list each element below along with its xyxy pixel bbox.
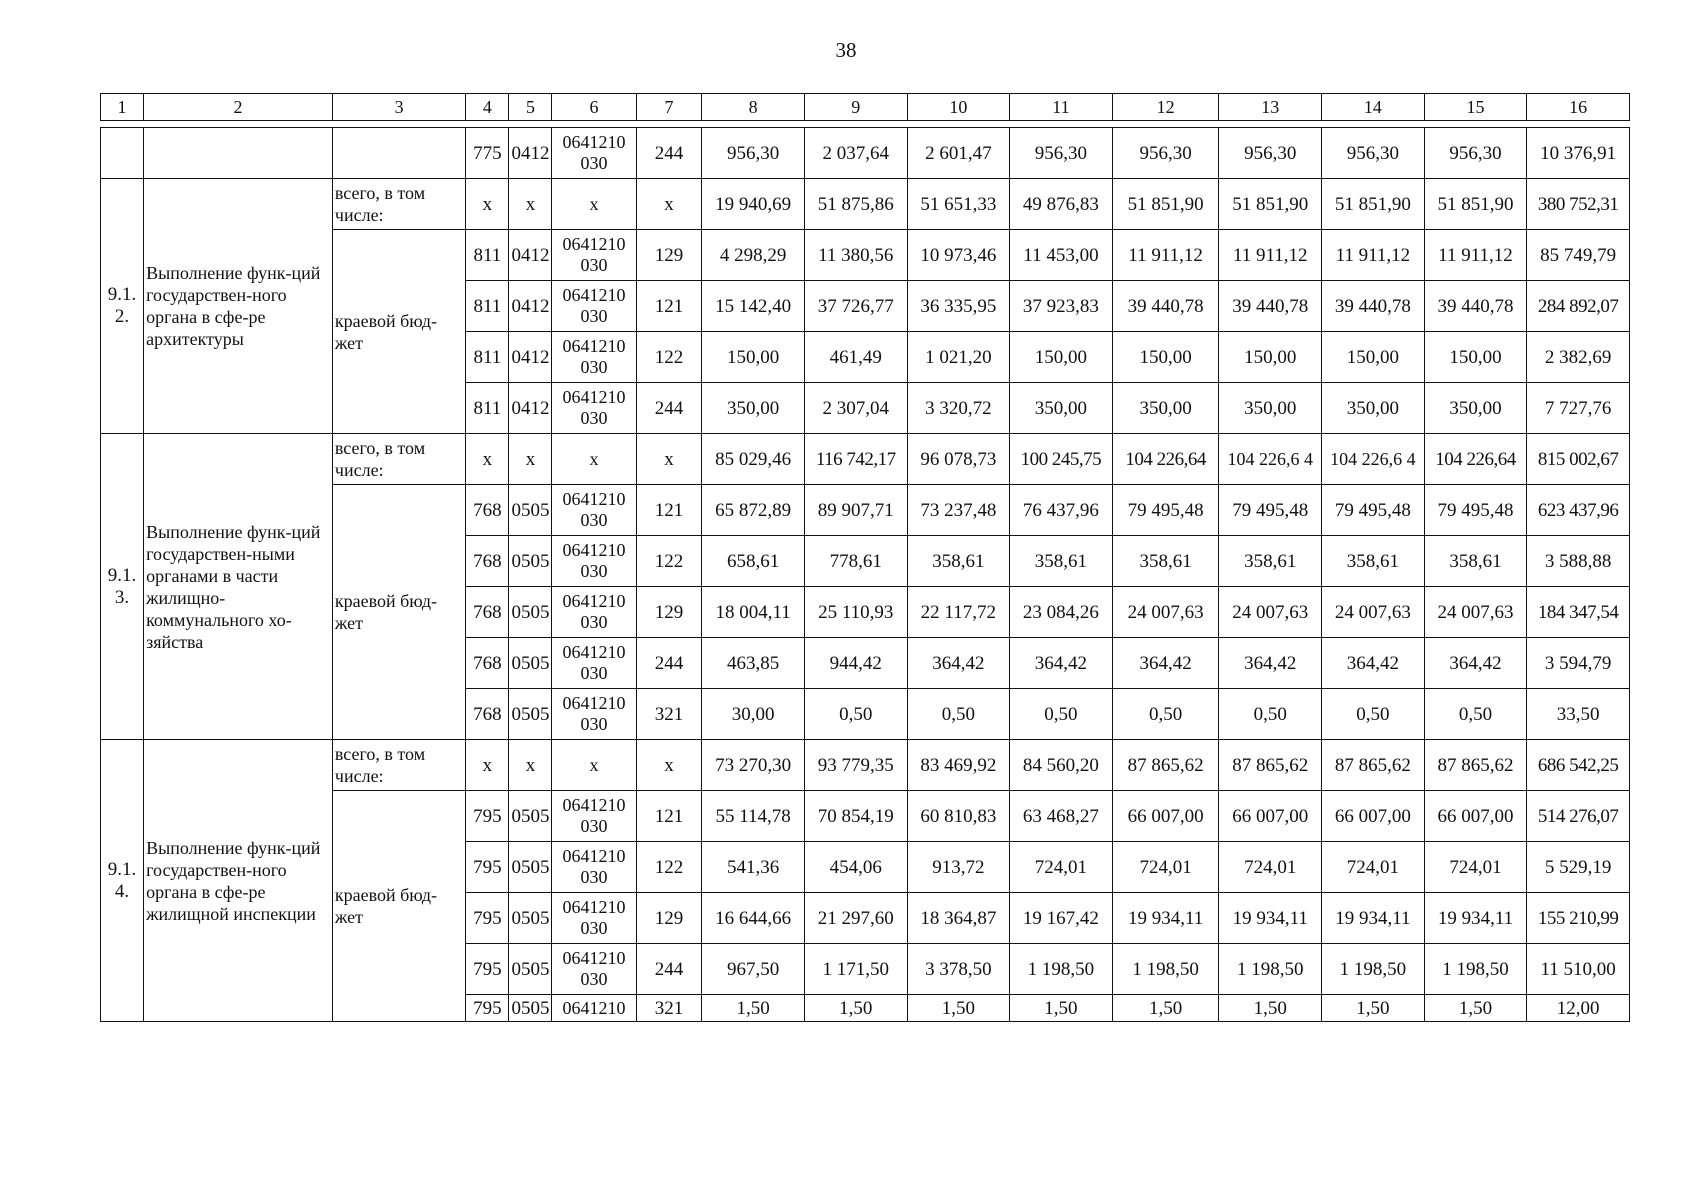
total-label: всего, в том числе:: [332, 434, 465, 485]
cell-col-11: 0,50: [1010, 689, 1113, 740]
cell-col-7: 121: [636, 281, 702, 332]
cell-col-4: x: [466, 434, 509, 485]
cell-col-10: 36 335,95: [907, 281, 1010, 332]
cell-col-15: 1,50: [1424, 995, 1527, 1022]
cell-col-4: 775: [466, 128, 509, 179]
cell-col-8: 350,00: [702, 383, 805, 434]
cell-col-7: 129: [636, 587, 702, 638]
cell-col-15: 24 007,63: [1424, 587, 1527, 638]
cell-col-9: 944,42: [804, 638, 907, 689]
cell-col-10: 0,50: [907, 689, 1010, 740]
cell-col-9: 2 037,64: [804, 128, 907, 179]
cell-col-7: x: [636, 179, 702, 230]
cell-col-6: x: [552, 740, 636, 791]
cell-col-6: 0641210 030: [552, 689, 636, 740]
cell-col-15: 0,50: [1424, 689, 1527, 740]
cell-col-14: 11 911,12: [1322, 230, 1425, 281]
cell-col-16: 284 892,07: [1527, 281, 1630, 332]
cell-col-5: x: [509, 434, 552, 485]
cell-col-15: 358,61: [1424, 536, 1527, 587]
separator-cell: [101, 121, 1630, 128]
cell-col-6: 0641210 030: [552, 485, 636, 536]
cell-col-12: 150,00: [1112, 332, 1219, 383]
cell-col-14: 19 934,11: [1322, 893, 1425, 944]
cell-col-13: 956,30: [1219, 128, 1322, 179]
cell-col-8: 18 004,11: [702, 587, 805, 638]
cell-col-16: 380 752,31: [1527, 179, 1630, 230]
header-cell-5: 5: [509, 94, 552, 121]
cell-col-6: 0641210 030: [552, 332, 636, 383]
header-cell-12: 12: [1112, 94, 1219, 121]
budget-label: краевой бюд-жет: [332, 791, 465, 1022]
cell-col-4: 811: [466, 383, 509, 434]
cell-col-6: 0641210 030: [552, 638, 636, 689]
cell-col-16: 33,50: [1527, 689, 1630, 740]
cell-col-8: 956,30: [702, 128, 805, 179]
cell-col-7: 129: [636, 230, 702, 281]
cell-col-12: 350,00: [1112, 383, 1219, 434]
cell-col-10: 51 651,33: [907, 179, 1010, 230]
cell-col-13: 51 851,90: [1219, 179, 1322, 230]
cell-col-12: 1,50: [1112, 995, 1219, 1022]
cell-col-9: 70 854,19: [804, 791, 907, 842]
cell-col-16: 7 727,76: [1527, 383, 1630, 434]
cell-col-15: 66 007,00: [1424, 791, 1527, 842]
cell-col-7: 122: [636, 842, 702, 893]
cell-col-7: 121: [636, 485, 702, 536]
cell-col-14: 87 865,62: [1322, 740, 1425, 791]
cell-col-4: 795: [466, 893, 509, 944]
cell-col-6: 0641210: [552, 995, 636, 1022]
cell-col-8: 73 270,30: [702, 740, 805, 791]
cell-col-16: 3 594,79: [1527, 638, 1630, 689]
cell-col-14: 66 007,00: [1322, 791, 1425, 842]
cell-col-5: 0505: [509, 536, 552, 587]
cell-col-15: 87 865,62: [1424, 740, 1527, 791]
cell-col-14: 51 851,90: [1322, 179, 1425, 230]
cell-col-11: 11 453,00: [1010, 230, 1113, 281]
row-number: 9.1. 3.: [101, 434, 144, 740]
header-cell-13: 13: [1219, 94, 1322, 121]
cell-col-16: 514 276,07: [1527, 791, 1630, 842]
cell-col-10: 83 469,92: [907, 740, 1010, 791]
cell-col-9: 461,49: [804, 332, 907, 383]
cell-col-4: 795: [466, 791, 509, 842]
cell-col-12: 51 851,90: [1112, 179, 1219, 230]
cell-col-8: 30,00: [702, 689, 805, 740]
cell-col-10: 18 364,87: [907, 893, 1010, 944]
cell-col-15: 1 198,50: [1424, 944, 1527, 995]
cell-col-13: 24 007,63: [1219, 587, 1322, 638]
cell-col-11: 150,00: [1010, 332, 1113, 383]
cell-col-14: 79 495,48: [1322, 485, 1425, 536]
cell-col-16: 10 376,91: [1527, 128, 1630, 179]
cell-col-5: 0505: [509, 791, 552, 842]
cell-col-9: 454,06: [804, 842, 907, 893]
cell-col-5: 0412: [509, 230, 552, 281]
cell-col-15: 19 934,11: [1424, 893, 1527, 944]
cell-col-10: 364,42: [907, 638, 1010, 689]
cell-col-12: 1 198,50: [1112, 944, 1219, 995]
cell-col-11: 84 560,20: [1010, 740, 1113, 791]
cell-col-9: 51 875,86: [804, 179, 907, 230]
cell-col-11: 364,42: [1010, 638, 1113, 689]
header-cell-2: 2: [144, 94, 333, 121]
cell-col-16: 623 437,96: [1527, 485, 1630, 536]
cell-col-13: 1,50: [1219, 995, 1322, 1022]
cell-col-12: 39 440,78: [1112, 281, 1219, 332]
cell-col-6: 0641210 030: [552, 842, 636, 893]
header-cell-15: 15: [1424, 94, 1527, 121]
cell-col-13: 150,00: [1219, 332, 1322, 383]
cell-col-7: 122: [636, 536, 702, 587]
activity-name: Выполнение функ-ций государствен-ного органа в сфе-ре жилищной инспекции: [144, 740, 333, 1022]
cell-col-5: x: [509, 179, 552, 230]
cell-col-16: 184 347,54: [1527, 587, 1630, 638]
cell-col-4: 768: [466, 536, 509, 587]
cell-col-4: 795: [466, 842, 509, 893]
cell-col-11: 350,00: [1010, 383, 1113, 434]
cell-col-11: 37 923,83: [1010, 281, 1113, 332]
cell-col-8: 16 644,66: [702, 893, 805, 944]
activity-name: Выполнение функ-ций государствен-ного органа в сфе-ре архитектуры: [144, 179, 333, 434]
header-cell-10: 10: [907, 94, 1010, 121]
header-cell-4: 4: [466, 94, 509, 121]
cell-col-15: 724,01: [1424, 842, 1527, 893]
cell-col-16: 815 002,67: [1527, 434, 1630, 485]
cell-col-13: 364,42: [1219, 638, 1322, 689]
cell-col-13: 358,61: [1219, 536, 1322, 587]
cell-col-12: 956,30: [1112, 128, 1219, 179]
cell-col-8: 19 940,69: [702, 179, 805, 230]
cell-col-14: 364,42: [1322, 638, 1425, 689]
cell-col-4: 811: [466, 332, 509, 383]
cell-col-9: 1,50: [804, 995, 907, 1022]
cell-col-5: 0505: [509, 944, 552, 995]
cell-col-6: 0641210 030: [552, 944, 636, 995]
cell-col-7: 244: [636, 944, 702, 995]
cell-col-5: 0505: [509, 893, 552, 944]
cell-col-5: 0505: [509, 689, 552, 740]
table-row: [101, 434, 1630, 485]
separator-row: [101, 121, 1630, 128]
cell-col-11: 724,01: [1010, 842, 1113, 893]
cell-col-6: 0641210 030: [552, 383, 636, 434]
cell-col-15: 350,00: [1424, 383, 1527, 434]
table-row: [101, 179, 1630, 230]
cell-col-11: 19 167,42: [1010, 893, 1113, 944]
cell-col-5: x: [509, 740, 552, 791]
cell-col-13: 79 495,48: [1219, 485, 1322, 536]
cell-col-7: 121: [636, 791, 702, 842]
budget-label: краевой бюд-жет: [332, 230, 465, 434]
cell-col-7: 244: [636, 128, 702, 179]
cell-col-10: 358,61: [907, 536, 1010, 587]
cell-col-13: 87 865,62: [1219, 740, 1322, 791]
header-cell-8: 8: [702, 94, 805, 121]
budget-label: краевой бюд-жет: [332, 485, 465, 740]
total-label: всего, в том числе:: [332, 179, 465, 230]
cell-col-5: 0412: [509, 383, 552, 434]
cell-col-11: 76 437,96: [1010, 485, 1113, 536]
cell-col-12: 0,50: [1112, 689, 1219, 740]
cell-col-8: 658,61: [702, 536, 805, 587]
cell-col-4: x: [466, 179, 509, 230]
cell-col-8: 55 114,78: [702, 791, 805, 842]
cell-col-4: 768: [466, 485, 509, 536]
cell-col-13: 724,01: [1219, 842, 1322, 893]
cell-col-5: 0505: [509, 638, 552, 689]
page-number: 38: [835, 38, 857, 62]
cell-col-16: 155 210,99: [1527, 893, 1630, 944]
cell-col-11: 358,61: [1010, 536, 1113, 587]
cell-col-8: 967,50: [702, 944, 805, 995]
cell-col-5: 0505: [509, 485, 552, 536]
cell-col-6: x: [552, 179, 636, 230]
cell-col-15: 104 226,64: [1424, 434, 1527, 485]
cell-col-10: 10 973,46: [907, 230, 1010, 281]
header-cell-1: 1: [101, 94, 144, 121]
cell-col-4: 795: [466, 944, 509, 995]
cell-col-14: 1,50: [1322, 995, 1425, 1022]
cell-col-14: 1 198,50: [1322, 944, 1425, 995]
cell-col-5: 0412: [509, 332, 552, 383]
cell-col-8: 15 142,40: [702, 281, 805, 332]
cell-col-10: 3 320,72: [907, 383, 1010, 434]
cell-col-14: 150,00: [1322, 332, 1425, 383]
cell-col-6: 0641210 030: [552, 281, 636, 332]
cell-col-8: 541,36: [702, 842, 805, 893]
cell-col-8: 85 029,46: [702, 434, 805, 485]
header-cell-6: 6: [552, 94, 636, 121]
cell-col-11: 956,30: [1010, 128, 1113, 179]
cell-col-13: 39 440,78: [1219, 281, 1322, 332]
cell-col-14: 104 226,6 4: [1322, 434, 1425, 485]
cell-col-13: 0,50: [1219, 689, 1322, 740]
cell-col-9: 93 779,35: [804, 740, 907, 791]
header-cell-3: 3: [332, 94, 465, 121]
cell-col-7: 244: [636, 638, 702, 689]
cell-col-8: 4 298,29: [702, 230, 805, 281]
cell-col-4: 811: [466, 281, 509, 332]
cell-col-12: 364,42: [1112, 638, 1219, 689]
table-row: [101, 128, 1630, 179]
cell-col-7: 129: [636, 893, 702, 944]
cell-col-13: 11 911,12: [1219, 230, 1322, 281]
budget-table-container: [100, 93, 1630, 1022]
cell-col-6: 0641210 030: [552, 791, 636, 842]
cell-col-8: 1,50: [702, 995, 805, 1022]
header-cell-14: 14: [1322, 94, 1425, 121]
cell-col-9: 25 110,93: [804, 587, 907, 638]
cell-col-14: 39 440,78: [1322, 281, 1425, 332]
cell-col-10: 60 810,83: [907, 791, 1010, 842]
header-cell-7: 7: [636, 94, 702, 121]
cell-col-6: x: [552, 434, 636, 485]
cell-col-13: 104 226,6 4: [1219, 434, 1322, 485]
cell-col-15: 11 911,12: [1424, 230, 1527, 281]
cell-col-15: 364,42: [1424, 638, 1527, 689]
cell-col-13: 350,00: [1219, 383, 1322, 434]
cell-col-8: 463,85: [702, 638, 805, 689]
cell-col-9: 2 307,04: [804, 383, 907, 434]
cell-col-7: 122: [636, 332, 702, 383]
cell-col-9: 0,50: [804, 689, 907, 740]
cell-col-15: 39 440,78: [1424, 281, 1527, 332]
cell-col-13: 66 007,00: [1219, 791, 1322, 842]
cell-col-14: 0,50: [1322, 689, 1425, 740]
cell-col-12: 19 934,11: [1112, 893, 1219, 944]
cell-col-8: 65 872,89: [702, 485, 805, 536]
cell-col-1: [101, 128, 144, 179]
cell-col-12: 724,01: [1112, 842, 1219, 893]
cell-col-16: 5 529,19: [1527, 842, 1630, 893]
cell-col-9: 116 742,17: [804, 434, 907, 485]
cell-col-12: 11 911,12: [1112, 230, 1219, 281]
header-cell-16: 16: [1527, 94, 1630, 121]
cell-col-10: 96 078,73: [907, 434, 1010, 485]
cell-col-16: 12,00: [1527, 995, 1630, 1022]
cell-col-10: 3 378,50: [907, 944, 1010, 995]
cell-col-15: 956,30: [1424, 128, 1527, 179]
table-row: [101, 740, 1630, 791]
cell-col-6: 0641210 030: [552, 230, 636, 281]
cell-col-7: 321: [636, 689, 702, 740]
cell-col-11: 23 084,26: [1010, 587, 1113, 638]
activity-name: Выполнение функ-ций государствен-ными органами в части жилищно-коммунального хо-зяйства: [144, 434, 333, 740]
cell-col-9: 89 907,71: [804, 485, 907, 536]
cell-col-11: 63 468,27: [1010, 791, 1113, 842]
cell-col-4: 768: [466, 689, 509, 740]
row-number: 9.1. 4.: [101, 740, 144, 1022]
cell-col-2: [144, 128, 333, 179]
cell-col-12: 66 007,00: [1112, 791, 1219, 842]
cell-col-10: 1 021,20: [907, 332, 1010, 383]
cell-col-16: 85 749,79: [1527, 230, 1630, 281]
cell-col-10: 913,72: [907, 842, 1010, 893]
cell-col-14: 358,61: [1322, 536, 1425, 587]
cell-col-15: 51 851,90: [1424, 179, 1527, 230]
cell-col-7: x: [636, 740, 702, 791]
cell-col-10: 73 237,48: [907, 485, 1010, 536]
cell-col-7: 244: [636, 383, 702, 434]
cell-col-12: 79 495,48: [1112, 485, 1219, 536]
cell-col-14: 24 007,63: [1322, 587, 1425, 638]
cell-col-12: 358,61: [1112, 536, 1219, 587]
cell-col-11: 1 198,50: [1010, 944, 1113, 995]
header-row: [101, 94, 1630, 121]
cell-col-5: 0505: [509, 842, 552, 893]
cell-col-15: 150,00: [1424, 332, 1527, 383]
cell-col-11: 100 245,75: [1010, 434, 1113, 485]
cell-col-14: 350,00: [1322, 383, 1425, 434]
cell-col-15: 79 495,48: [1424, 485, 1527, 536]
cell-col-6: 0641210 030: [552, 128, 636, 179]
table-body: [101, 94, 1630, 1022]
cell-col-6: 0641210 030: [552, 587, 636, 638]
cell-col-13: 1 198,50: [1219, 944, 1322, 995]
cell-col-9: 21 297,60: [804, 893, 907, 944]
row-number: 9.1. 2.: [101, 179, 144, 434]
cell-col-11: 49 876,83: [1010, 179, 1113, 230]
cell-col-4: 795: [466, 995, 509, 1022]
cell-col-4: 811: [466, 230, 509, 281]
cell-col-7: x: [636, 434, 702, 485]
cell-col-5: 0412: [509, 281, 552, 332]
cell-col-4: x: [466, 740, 509, 791]
cell-col-12: 87 865,62: [1112, 740, 1219, 791]
cell-col-16: 3 588,88: [1527, 536, 1630, 587]
cell-col-9: 778,61: [804, 536, 907, 587]
cell-col-6: 0641210 030: [552, 893, 636, 944]
cell-col-5: 0505: [509, 587, 552, 638]
cell-col-10: 1,50: [907, 995, 1010, 1022]
cell-col-9: 1 171,50: [804, 944, 907, 995]
cell-col-13: 19 934,11: [1219, 893, 1322, 944]
cell-col-8: 150,00: [702, 332, 805, 383]
cell-col-9: 37 726,77: [804, 281, 907, 332]
cell-col-16: 2 382,69: [1527, 332, 1630, 383]
cell-col-16: 686 542,25: [1527, 740, 1630, 791]
cell-col-9: 11 380,56: [804, 230, 907, 281]
header-cell-9: 9: [804, 94, 907, 121]
cell-col-4: 768: [466, 638, 509, 689]
cell-col-12: 104 226,64: [1112, 434, 1219, 485]
header-cell-11: 11: [1010, 94, 1113, 121]
cell-col-7: 321: [636, 995, 702, 1022]
cell-col-14: 956,30: [1322, 128, 1425, 179]
cell-col-10: 2 601,47: [907, 128, 1010, 179]
cell-col-12: 24 007,63: [1112, 587, 1219, 638]
cell-col-5: 0412: [509, 128, 552, 179]
cell-col-16: 11 510,00: [1527, 944, 1630, 995]
cell-col-11: 1,50: [1010, 995, 1113, 1022]
cell-col-4: 768: [466, 587, 509, 638]
total-label: всего, в том числе:: [332, 740, 465, 791]
cell-col-14: 724,01: [1322, 842, 1425, 893]
cell-col-6: 0641210 030: [552, 536, 636, 587]
cell-col-3: [332, 128, 465, 179]
cell-col-5: 0505: [509, 995, 552, 1022]
cell-col-10: 22 117,72: [907, 587, 1010, 638]
budget-table: [100, 93, 1630, 1022]
